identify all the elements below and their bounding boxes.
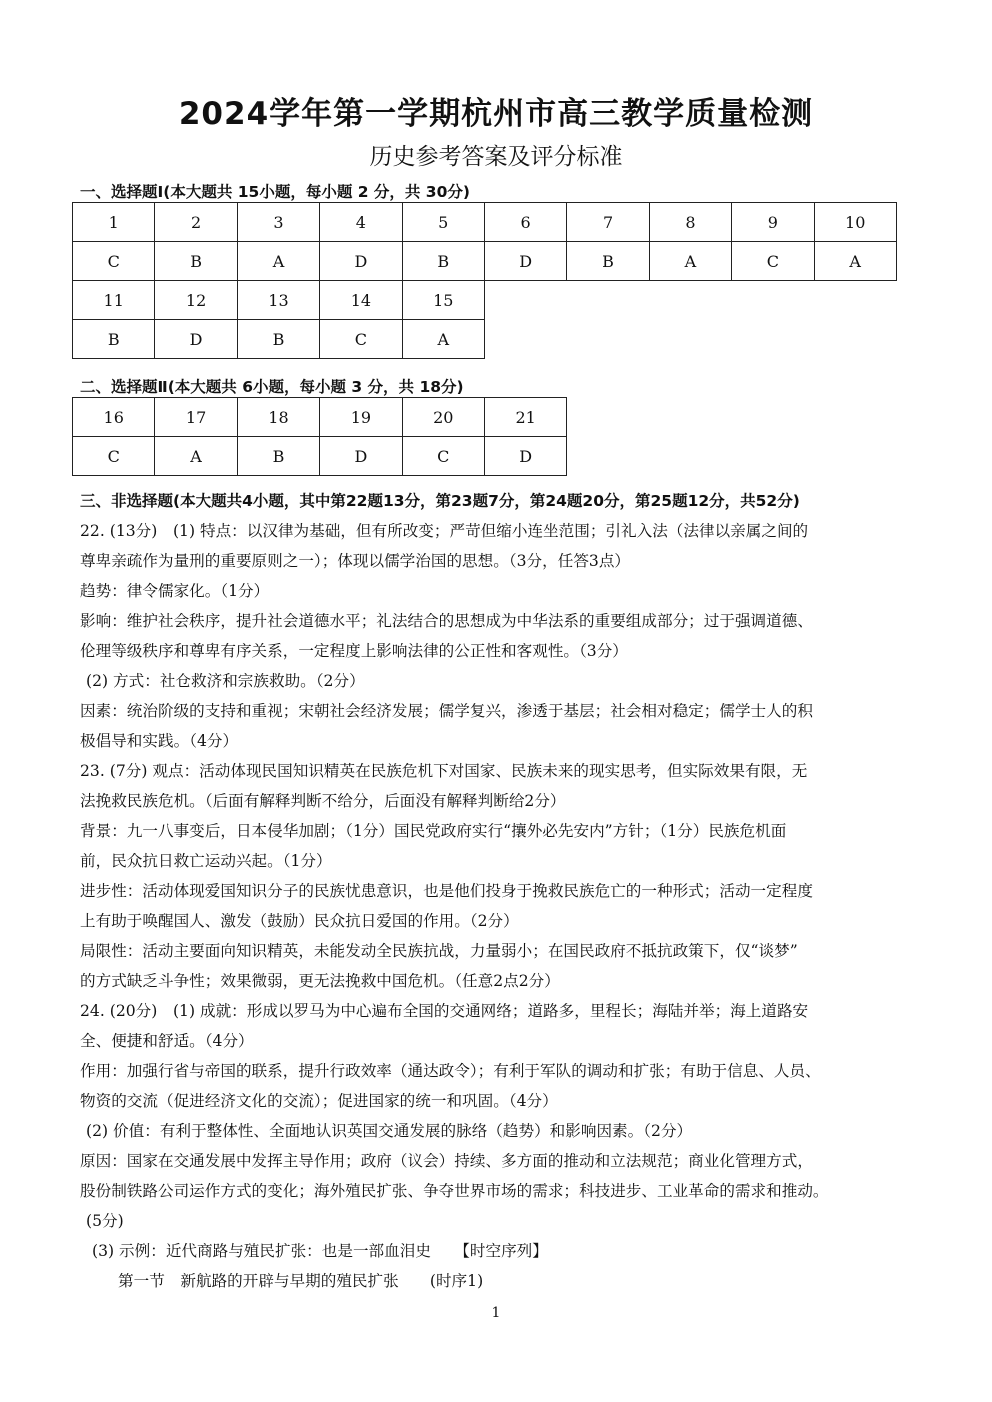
page-title: 2024学年第一学期杭州市高三教学质量检测: [178, 96, 814, 132]
text-line: 作用：加强行省与帝国的联系，提升行政效率（通达政令）；有利于军队的调动和扩张；有助于信息、人员、: [80, 1062, 821, 1080]
question-number: 15: [402, 281, 484, 320]
table-row: [73, 281, 897, 320]
table-row: [73, 437, 567, 476]
section1-answer-table: [72, 202, 897, 359]
text-line: 趋势：律令儒家化。（1分）: [80, 582, 270, 600]
question-number: 12: [155, 281, 237, 320]
empty-cell: [484, 281, 566, 320]
empty-cell: [649, 281, 731, 320]
text-line: 伦理等级秩序和尊卑有序关系，一定程度上影响法律的公正性和客观性。（3分）: [80, 642, 628, 660]
question-number: 14: [320, 281, 402, 320]
text-line: 局限性：活动主要面向知识精英，未能发动全民族抗战，力量弱小；在国民政府不抵抗政策下，仅“谈梦”: [80, 942, 798, 960]
text-line: 前，民众抗日救亡运动兴起。（1分）: [80, 852, 332, 870]
question-number: 5: [402, 203, 484, 242]
section2-heading: 二、选择题Ⅱ(本大题共 6小题，每小题 3 分，共 18分): [80, 378, 464, 396]
answer-cell: B: [237, 320, 319, 359]
answer-cell: C: [320, 320, 402, 359]
text-line: 23. (7分) 观点：活动体现民国知识精英在民族危机下对国家、民族未来的现实思考，但实际效果有限，无: [80, 762, 808, 780]
answer-cell: B: [237, 437, 319, 476]
empty-cell: [567, 320, 649, 359]
answer-cell: B: [402, 242, 484, 281]
question-number: 9: [732, 203, 814, 242]
text-line: 第一节 新航路的开辟与早期的殖民扩张 (时序1): [118, 1272, 484, 1290]
text-line: (2) 价值：有利于整体性、全面地认识英国交通发展的脉络（趋势）和影响因素。（2分）: [86, 1122, 693, 1140]
page-number: 1: [491, 1305, 501, 1321]
question-number: 1: [73, 203, 155, 242]
empty-cell: [814, 320, 896, 359]
text-line: (5分): [86, 1212, 124, 1230]
text-line: 上有助于唤醒国人、激发（鼓励）民众抗日爱国的作用。（2分）: [80, 912, 519, 930]
answer-cell: C: [402, 437, 484, 476]
question-number: 10: [814, 203, 896, 242]
text-line: 法挽救民族危机。（后面有解释判断不给分，后面没有解释判断给2分）: [80, 792, 566, 810]
answer-cell: B: [567, 242, 649, 281]
text-line: 进步性：活动体现爱国知识分子的民族忧患意识，也是他们投身于挽救民族危亡的一种形式；活动一定程度: [80, 882, 813, 900]
text-line: 股份制铁路公司运作方式的变化；海外殖民扩张、争夺世界市场的需求；科技进步、工业革命的需求和推动。: [80, 1182, 829, 1200]
answer-cell: A: [649, 242, 731, 281]
answer-cell: C: [732, 242, 814, 281]
answer-cell: D: [484, 242, 566, 281]
text-line: 的方式缺乏斗争性；效果微弱，更无法挽救中国危机。（任意2点2分）: [80, 972, 560, 990]
answer-cell: B: [73, 320, 155, 359]
text-line: 极倡导和实践。（4分）: [80, 732, 239, 750]
answer-cell: D: [155, 320, 237, 359]
answer-cell: A: [402, 320, 484, 359]
empty-cell: [567, 281, 649, 320]
answer-cell: D: [484, 437, 566, 476]
answer-cell: B: [155, 242, 237, 281]
section1-heading: 一、选择题Ⅰ(本大题共 15小题，每小题 2 分，共 30分): [80, 183, 470, 201]
answer-cell: D: [320, 437, 402, 476]
question-number: 16: [73, 398, 155, 437]
question-number: 18: [237, 398, 319, 437]
question-number: 21: [484, 398, 566, 437]
question-number: 2: [155, 203, 237, 242]
answer-cell: A: [237, 242, 319, 281]
text-line: 尊卑亲疏作为量刑的重要原则之一）；体现以儒学治国的思想。（3分，任答3点）: [80, 552, 631, 570]
question-number: 6: [484, 203, 566, 242]
answer-cell: D: [320, 242, 402, 281]
table-row: [73, 320, 897, 359]
table-row: [73, 242, 897, 281]
answer-cell: C: [73, 242, 155, 281]
section3-heading: 三、非选择题(本大题共4小题，其中第22题13分，第23题7分，第24题20分，第25题12分，共52分): [80, 492, 800, 510]
question-number: 13: [237, 281, 319, 320]
text-line: (3) 示例：近代商路与殖民扩张：也是一部血泪史 【时空序列】: [92, 1242, 548, 1260]
text-line: 22. (13分) (1) 特点：以汉律为基础，但有所改变；严苛但缩小连坐范围；引礼入法（法律以亲属之间的: [80, 522, 809, 540]
text-line: 背景：九一八事变后，日本侵华加剧；（1分）国民党政府实行“攘外必先安内”方针；（1分）民族危机面: [80, 822, 787, 840]
text-line: 原因：国家在交通发展中发挥主导作用；政府（议会）持续、多方面的推动和立法规范；商业化管理方式，: [80, 1152, 813, 1170]
text-line: 物资的交流（促进经济文化的交流）；促进国家的统一和巩固。（4分）: [80, 1092, 558, 1110]
question-number: 19: [320, 398, 402, 437]
text-line: 24. (20分) (1) 成就：形成以罗马为中心遍布全国的交通网络；道路多，里程长；海陆并举；海上道路安: [80, 1002, 809, 1020]
question-number: 8: [649, 203, 731, 242]
question-number: 11: [73, 281, 155, 320]
empty-cell: [649, 320, 731, 359]
question-number: 3: [237, 203, 319, 242]
empty-cell: [732, 281, 814, 320]
question-number: 17: [155, 398, 237, 437]
empty-cell: [732, 320, 814, 359]
table-row: [73, 203, 897, 242]
text-line: 因素：统治阶级的支持和重视；宋朝社会经济发展；儒学复兴，渗透于基层；社会相对稳定；儒学士人的积: [80, 702, 813, 720]
table-row: [73, 398, 567, 437]
answer-cell: A: [814, 242, 896, 281]
text-line: 全、便捷和舒适。（4分）: [80, 1032, 254, 1050]
answer-body: [80, 516, 910, 1296]
page-subtitle: 历史参考答案及评分标准: [369, 144, 623, 170]
question-number: 4: [320, 203, 402, 242]
text-line: (2) 方式：社仓救济和宗族救助。（2分）: [86, 672, 365, 690]
answer-cell: C: [73, 437, 155, 476]
question-number: 7: [567, 203, 649, 242]
empty-cell: [814, 281, 896, 320]
section2-answer-table: [72, 397, 567, 476]
text-line: 影响：维护社会秩序，提升社会道德水平；礼法结合的思想成为中华法系的重要组成部分；过于强调道德、: [80, 612, 813, 630]
question-number: 20: [402, 398, 484, 437]
answer-cell: A: [155, 437, 237, 476]
empty-cell: [484, 320, 566, 359]
